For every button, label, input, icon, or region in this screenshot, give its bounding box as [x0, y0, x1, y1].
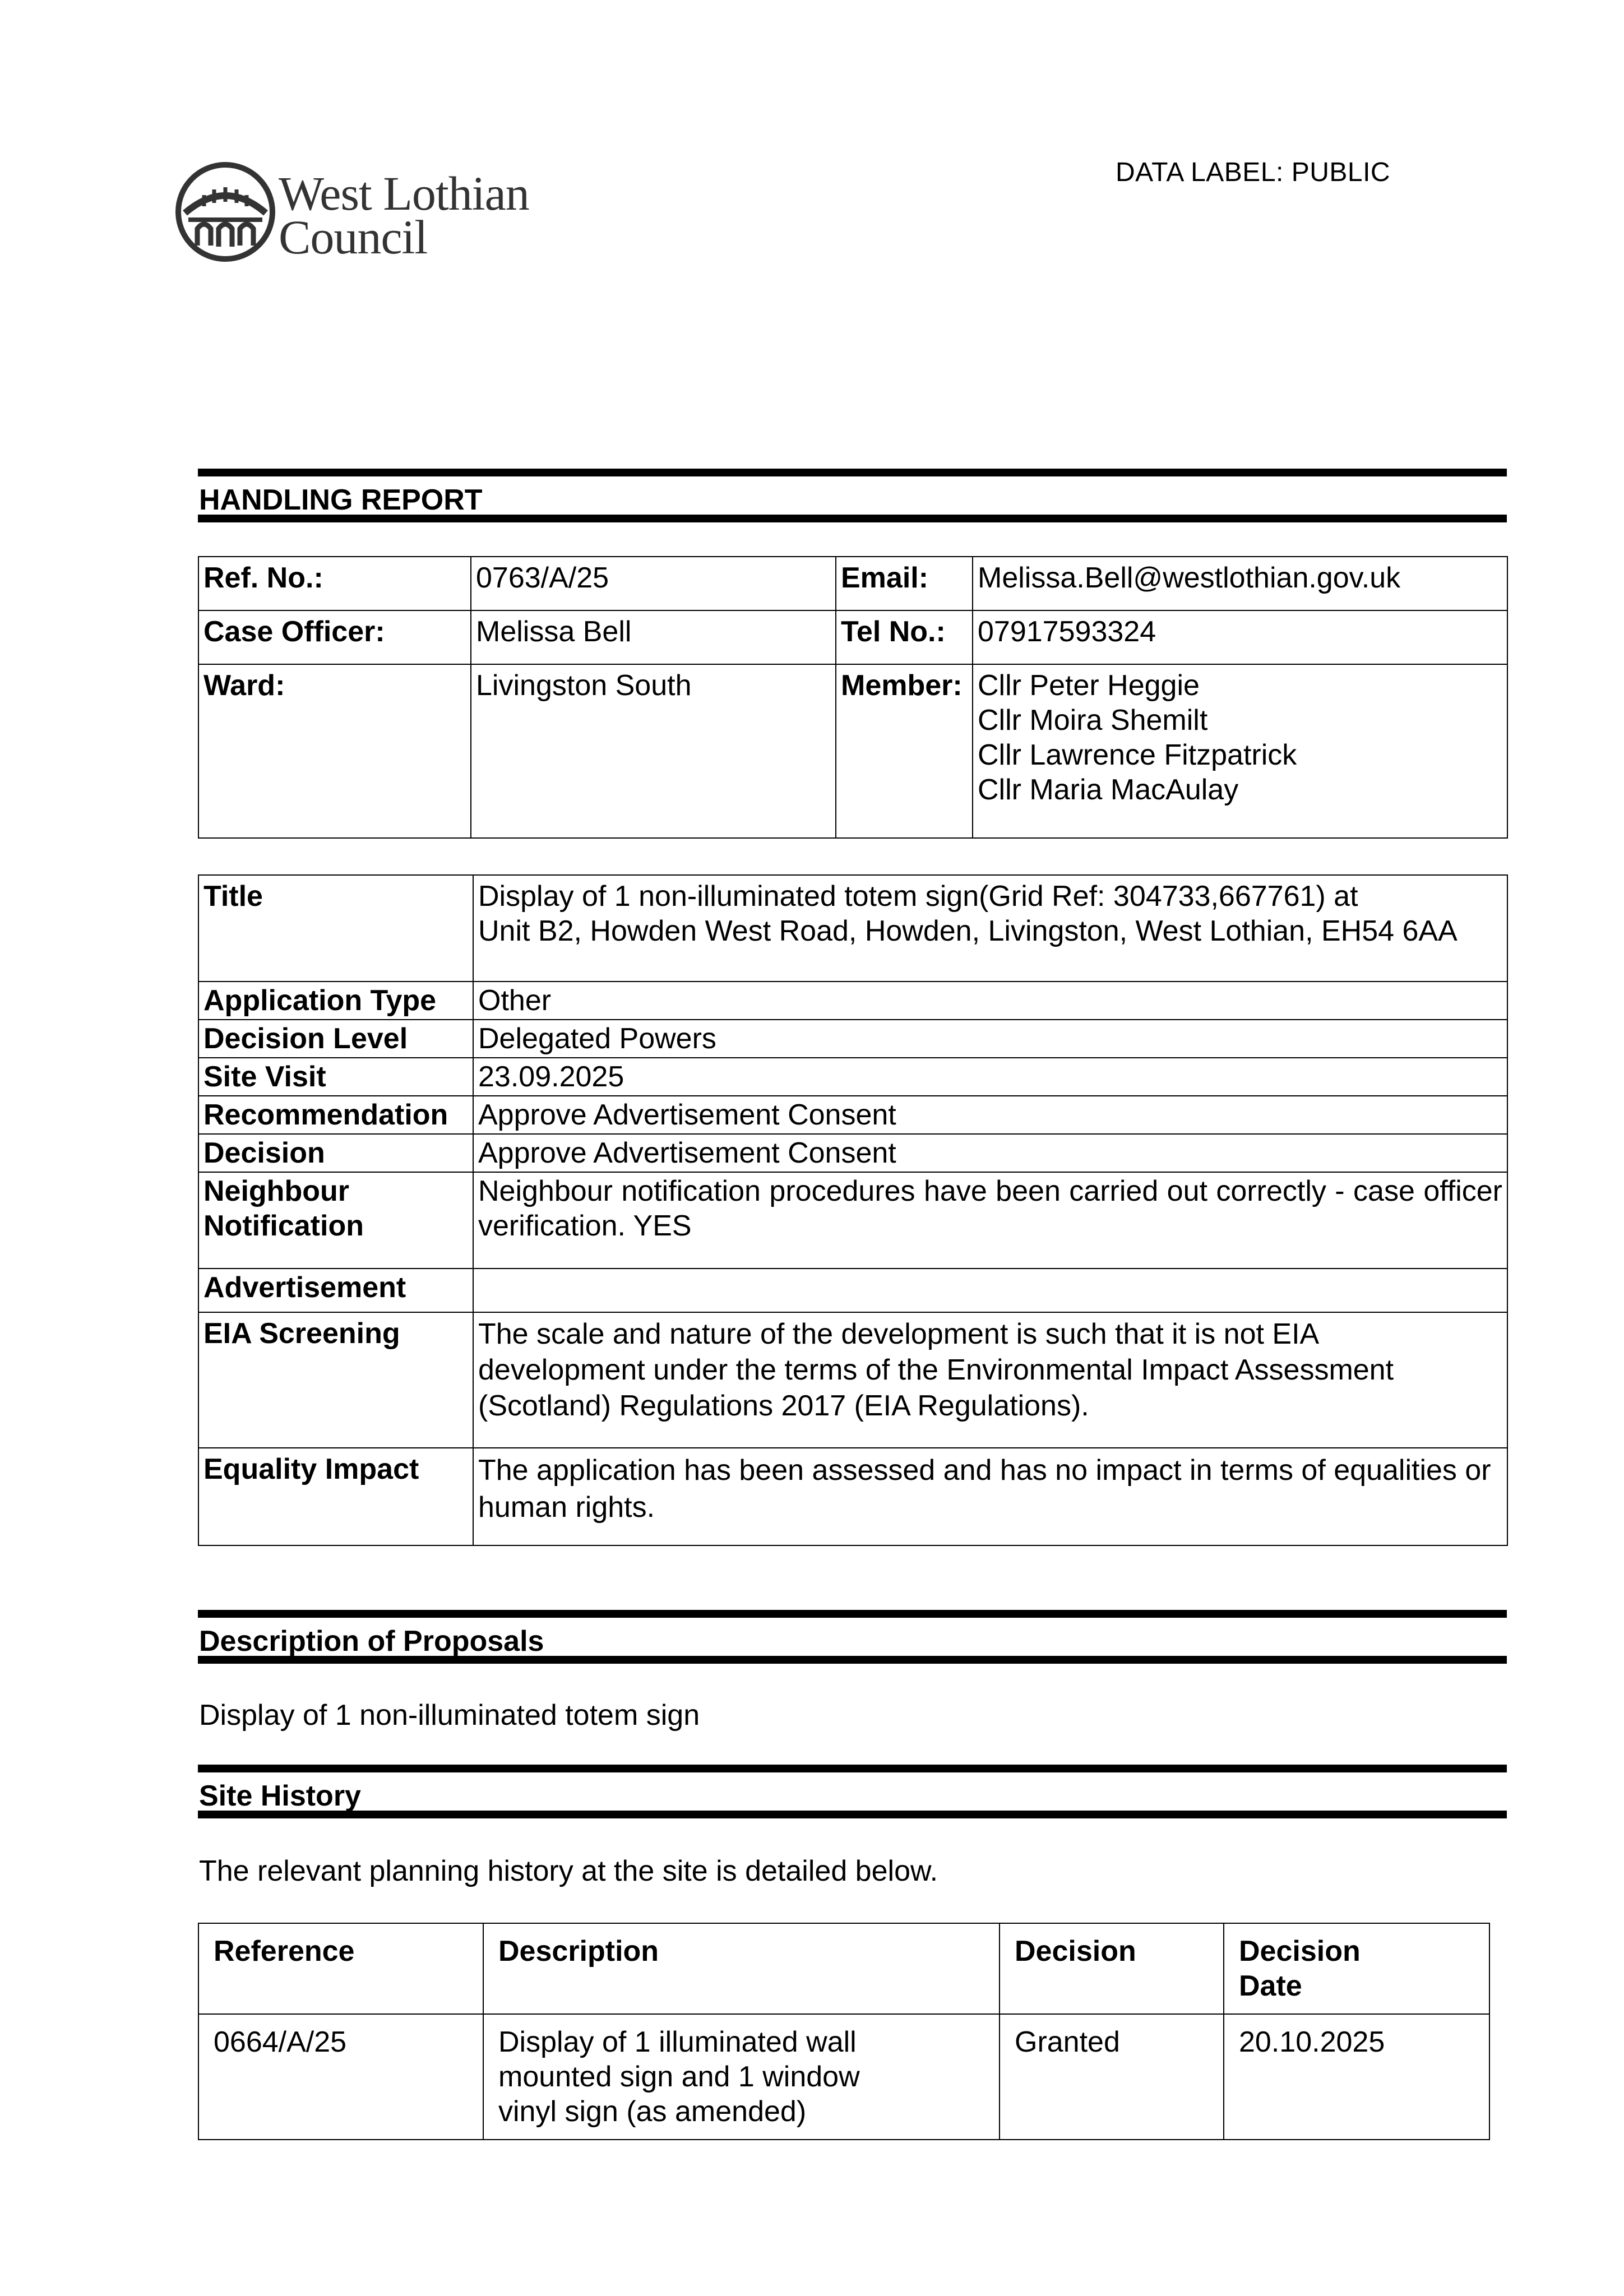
member-label: Member: [836, 664, 973, 838]
table-row [198, 1269, 1507, 1312]
member-name: Cllr Peter Heggie [978, 669, 1200, 702]
site-history-intro: The relevant planning history at the site is detailed below. [199, 1855, 938, 1887]
council-logo [175, 161, 556, 268]
eia-line: development under the terms of the Environmental Impact Assessment [478, 1354, 1394, 1386]
decision-level-label: Decision Level [198, 1020, 473, 1058]
table-row [198, 982, 1507, 1020]
equality-impact-value: The application has been assessed and has no impact in terms of equalities or human rights. [473, 1448, 1507, 1545]
advertisement-label: Advertisement [198, 1269, 473, 1312]
title-value [473, 875, 1507, 982]
table-row [198, 1312, 1507, 1448]
table-row [198, 610, 1507, 664]
neighbour-notification-label [198, 1172, 473, 1269]
recommendation-value: Approve Advertisement Consent [473, 1096, 1507, 1134]
description-line: mounted sign and 1 window [498, 2061, 860, 2093]
member-name: Cllr Lawrence Fitzpatrick [978, 739, 1297, 771]
table-row [198, 1096, 1507, 1134]
application-details-table [198, 874, 1508, 1546]
case-officer-value: Melissa Bell [471, 610, 836, 664]
table-row [198, 1172, 1507, 1269]
application-type-value: Other [473, 982, 1507, 1020]
advertisement-value [473, 1269, 1507, 1312]
table-row [198, 2014, 1489, 2140]
ref-value: 0763/A/25 [471, 557, 836, 610]
recommendation-label: Recommendation [198, 1096, 473, 1134]
eia-screening-value [473, 1312, 1507, 1448]
neighbour-label-line: Neighbour [203, 1175, 349, 1207]
officer-table [198, 556, 1508, 839]
title-label: Title [198, 875, 473, 982]
member-name: Cllr Maria MacAulay [978, 774, 1239, 806]
logo-text-line-2: Council [279, 210, 428, 264]
title-line: Unit B2, Howden West Road, Howden, Livingston, West Lothian, EH54 6AA [478, 915, 1458, 947]
history-decision-date: 20.10.2025 [1224, 2014, 1489, 2140]
email-value[interactable]: Melissa.Bell@westlothian.gov.uk [973, 557, 1507, 610]
table-row [198, 875, 1507, 982]
header-line: Decision [1239, 1935, 1361, 1968]
table-row [198, 1058, 1507, 1096]
table-row [198, 557, 1507, 610]
column-header-decision-date [1224, 1923, 1489, 2014]
proposals-text: Display of 1 non-illuminated totem sign [199, 1699, 700, 1732]
ward-label: Ward: [198, 664, 471, 838]
neighbour-notification-value: Neighbour notification procedures have been carried out correctly - case officer verification. YES [473, 1172, 1507, 1269]
tel-label: Tel No.: [836, 610, 973, 664]
eia-line: The scale and nature of the development is such that it is not EIA [478, 1318, 1320, 1350]
site-visit-value: 23.09.2025 [473, 1058, 1507, 1096]
history-decision: Granted [1000, 2014, 1224, 2140]
decision-label: Decision [198, 1134, 473, 1172]
eia-screening-label: EIA Screening [198, 1312, 473, 1448]
tel-value: 07917593324 [973, 610, 1507, 664]
history-description [483, 2014, 1000, 2140]
description-line: vinyl sign (as amended) [498, 2095, 807, 2128]
case-officer-label: Case Officer: [198, 610, 471, 664]
column-header-description: Description [483, 1923, 1000, 2014]
ref-label: Ref. No.: [198, 557, 471, 610]
equality-impact-label: Equality Impact [198, 1448, 473, 1545]
table-row [198, 664, 1507, 838]
application-type-label: Application Type [198, 982, 473, 1020]
column-header-decision: Decision [1000, 1923, 1224, 2014]
description-of-proposals-heading: Description of Proposals [198, 1610, 1507, 1664]
table-row [198, 1020, 1507, 1058]
ward-value: Livingston South [471, 664, 836, 838]
table-row [198, 1448, 1507, 1545]
header-line: Date [1239, 1970, 1302, 2002]
logo-text-line-1: West Lothian [279, 166, 529, 220]
email-label: Email: [836, 557, 973, 610]
history-reference: 0664/A/25 [198, 2014, 483, 2140]
decision-level-value: Delegated Powers [473, 1020, 1507, 1058]
column-header-reference: Reference [198, 1923, 483, 2014]
title-line: Display of 1 non-illuminated totem sign(Grid Ref: 304733,667761) at [478, 880, 1358, 913]
table-row [198, 1134, 1507, 1172]
eia-line: (Scotland) Regulations 2017 (EIA Regulations). [478, 1390, 1089, 1422]
table-header-row [198, 1923, 1489, 2014]
member-name: Cllr Moira Shemilt [978, 704, 1208, 737]
neighbour-label-line: Notification [203, 1210, 364, 1242]
council-crest-icon [175, 161, 276, 262]
site-history-heading: Site History [198, 1765, 1507, 1818]
decision-value: Approve Advertisement Consent [473, 1134, 1507, 1172]
description-line: Display of 1 illuminated wall [498, 2026, 857, 2058]
handling-report-heading: HANDLING REPORT [198, 469, 1507, 522]
site-history-table [198, 1923, 1490, 2140]
member-list [973, 664, 1507, 838]
data-label: DATA LABEL: PUBLIC [1116, 158, 1391, 187]
site-visit-label: Site Visit [198, 1058, 473, 1096]
